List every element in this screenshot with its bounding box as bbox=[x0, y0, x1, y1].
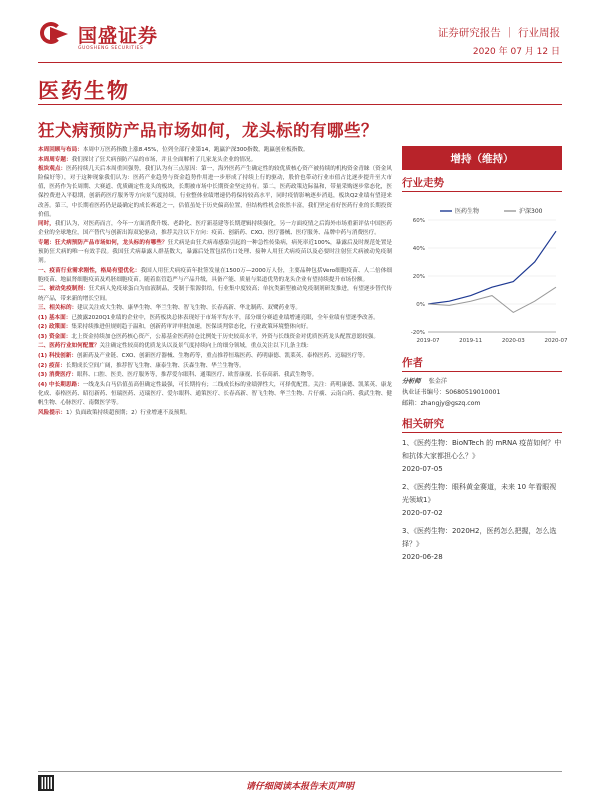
paragraph-lead: (1) 基本面： bbox=[38, 314, 72, 321]
series-line bbox=[428, 231, 556, 304]
paragraph-lead: 本周回顾与布局： bbox=[38, 147, 83, 153]
paragraph-text: 长期成长空间广阔，推荐智飞生物、康泰生物、沃森生物、华兰生物等。 bbox=[65, 362, 245, 369]
cert-number: S0680519010001 bbox=[445, 389, 501, 396]
body-paragraph bbox=[38, 165, 392, 220]
paragraph-lead: 同时， bbox=[38, 221, 55, 228]
paragraph-text: 建议关注成大生物、康华生物、华兰生物、智飞生物、长春高新、华北制药、双鹭药业等。 bbox=[77, 305, 301, 312]
body-paragraph bbox=[38, 409, 392, 418]
cert-row bbox=[402, 387, 562, 398]
related-item-title: 1、《医药生物：BioNTech 的 mRNA 疫苗如何？中和抗体大家都担心么？》 bbox=[402, 439, 562, 460]
paragraph-text: 狂犬病是由狂犬病毒感染引起的一种急性传染病，病死率近100%，暴露后及时规范处置是预防狂犬病的唯一有效手段。我国狂犬病暴露人群基数大，暴露后处置包括伤口处理、接种人用狂犬病疫苗以及必要时注射狂犬病被动免疫制剂。 bbox=[38, 239, 392, 265]
body-paragraph bbox=[38, 371, 392, 380]
related-item-date: 2020-07-02 bbox=[402, 509, 443, 517]
body-paragraph bbox=[38, 239, 392, 266]
body-paragraph bbox=[38, 323, 392, 332]
body-paragraph bbox=[38, 362, 392, 371]
x-tick-label: 2019-11 bbox=[459, 338, 483, 344]
series-line bbox=[428, 287, 556, 312]
body-paragraph bbox=[38, 285, 392, 303]
report-body bbox=[38, 146, 392, 758]
paragraph-lead: 风险提示： bbox=[38, 409, 66, 416]
paragraph-lead: (1) 科技创新： bbox=[38, 353, 77, 360]
analyst-label: 分析师 bbox=[402, 378, 421, 385]
paragraph-text: 我们探讨了狂犬病预防产品的市场，并且全面解析了几家龙头企业的情况。 bbox=[71, 156, 257, 163]
paragraph-text: 集采持续推进但规则趋于温和，创新药审评审批加速，医保谈判常态化，行业政策环境整体向好。 bbox=[71, 324, 312, 331]
trend-chart-svg bbox=[402, 200, 568, 350]
paragraph-text: 眼科、口腔、医美、医疗服务等，推荐爱尔眼科、通策医疗、欧普康视、长春高新、我武生物等。 bbox=[76, 372, 318, 379]
paragraph-text: 医药持续几天后本周重回强势，我们认为有三点原因：第一，海外医药产生确定性的较优质核心资产被持续的机构资金青睐（资金风险偏好等），对于这种现象我们认为：医药产业趋势与资金趋势作用进一步形成了持续上行的驱动，股价也带动行业市值占比逐步提升至大市值，医药作为长周期、大赛道、优质确定性龙头的板块，长期被市场中长期资金坚定持有。第二，医药政策边际温和，带量采购逐步常态化，医保控费进入平稳期，创新药医疗服务等方向景气度持续，行业整体业绩增速仍将保持较高水平，同时疫情影响逐步消退，板块Q2业绩有望迎来改善。第三，中长期看医药仍是最确定的成长赛道之一，估值虽处于历史偏高位置，但结构性机会依然丰富，我们坚定看好医药行业的长期投资价值。 bbox=[38, 166, 392, 218]
related-item-title: 2、《医药生物：眼科黄金赛道，未来 10 年看眼视光领域1》 bbox=[402, 483, 557, 504]
legend-label: 沪深300 bbox=[519, 208, 543, 215]
y-tick-label: -20% bbox=[410, 330, 425, 336]
body-paragraph bbox=[38, 304, 392, 313]
paragraph-text: 我们认为，对医药而言，今年一方面消费升级、老龄化、医疗新基建等长期逻辑持续强化，另一方面疫情之后海外市场重新评估中国医药企业的全球地位，国产替代与创新出海双轮驱动，推荐关注以下方向：疫苗、创新药、CXO、医疗器械、医疗服务、品牌中药与消费医疗。 bbox=[38, 221, 392, 237]
y-tick-label: 20% bbox=[412, 274, 425, 280]
related-item-date: 2020-07-05 bbox=[402, 465, 443, 473]
sector-divider bbox=[38, 104, 562, 105]
paragraph-text: 关注确定性较高的优质龙头以及景气度持续向上的细分领域，重点关注以下几条主线： bbox=[99, 343, 313, 350]
report-headline: 狂犬病预防产品市场如何，龙头标的有哪些？ bbox=[38, 121, 378, 140]
legend-label: 医药生物 bbox=[455, 208, 480, 215]
trend-section-title: 行业走势 bbox=[402, 172, 562, 192]
y-tick-label: 0% bbox=[416, 302, 425, 308]
footer-disclaimer: 请仔细阅读本报告末页声明 bbox=[245, 782, 354, 792]
rating-badge: 增持（维持） bbox=[402, 146, 562, 170]
paragraph-text: 已披露2020Q1业绩的企业中，医药板块总体表现好于市场平均水平，部分细分赛道业绩增速亮眼，全年业绩有望逐季改善。 bbox=[71, 314, 379, 321]
paragraph-lead: (3) 消费医疗： bbox=[38, 372, 77, 379]
paragraph-text: 一线龙头白马估值虽高但确定性最强，可长期持有；二线成长标的业绩弹性大，可择优配置。关注：药明康德、凯莱英、康龙化成、泰格医药、昭衍新药、恒瑞医药、迈瑞医疗、爱尔眼科、通策医疗、长春高新、智飞生物、华兰生物、片仔癀、云南白药、我武生物、健帆生物、心脉医疗、南微医学等。 bbox=[38, 381, 392, 407]
sector-title: 医药生物 bbox=[38, 78, 130, 103]
brand-logo-icon bbox=[38, 20, 74, 48]
brand-logo bbox=[38, 20, 158, 48]
x-tick-label: 2019-07 bbox=[416, 338, 440, 344]
paragraph-text: 狂犬病人免疫球蛋白为血液制品，受制于浆源供给，行业集中度较高；单抗类新型被动免疫制剂研发推进，有望逐步替代传统产品，带来新的增长空间。 bbox=[38, 286, 392, 302]
sidebar bbox=[402, 146, 568, 569]
paragraph-lead: 本周周专题： bbox=[38, 156, 72, 163]
y-tick-label: 60% bbox=[412, 218, 425, 224]
body-paragraph bbox=[38, 342, 392, 351]
email-row bbox=[402, 398, 562, 409]
paragraph-lead: 板块观点： bbox=[38, 166, 67, 173]
footer-divider bbox=[38, 771, 562, 772]
body-paragraph bbox=[38, 267, 392, 285]
cert-label: 执业证书编号： bbox=[402, 389, 446, 396]
x-tick-label: 2020-03 bbox=[501, 338, 525, 344]
related-list bbox=[402, 437, 562, 564]
brand-name-en: GUOSHENG SECURITIES bbox=[78, 46, 144, 51]
body-paragraph bbox=[38, 314, 392, 323]
related-section-title: 相关研究 bbox=[402, 413, 562, 433]
y-tick-label: 40% bbox=[412, 246, 425, 252]
paragraph-text: 1）负面政策持续超预期；2）行业增速不及预期。 bbox=[65, 409, 191, 416]
paragraph-text: 北上资金持续加仓医药核心资产，公募基金医药持仓比例处于历史较高水平，外资与长线资金对优质医药龙头配置意愿较强。 bbox=[71, 333, 379, 340]
email-link[interactable]: zhangjy@gszq.com bbox=[420, 400, 481, 407]
paragraph-lead: 一、疫苗行业需求刚性，格局有望优化： bbox=[38, 267, 141, 274]
analyst-row bbox=[402, 376, 562, 387]
paragraph-lead: 三、相关标的： bbox=[38, 305, 78, 312]
body-paragraph bbox=[38, 146, 392, 155]
paragraph-text: 本周中万医药指数上涨8.45%，位列全部行业第14，跑赢沪深300指数，跑赢创业板指数。 bbox=[82, 147, 309, 153]
related-item[interactable] bbox=[402, 481, 562, 520]
paragraph-lead: (2) 疫苗： bbox=[38, 362, 66, 369]
analyst-name: 张金洋 bbox=[428, 378, 448, 385]
paragraph-lead: 二、被动免疫制剂： bbox=[38, 286, 89, 293]
body-paragraph bbox=[38, 333, 392, 342]
paragraph-lead: (4) 中长期思路： bbox=[38, 381, 83, 388]
related-item[interactable] bbox=[402, 525, 562, 564]
related-item-date: 2020-06-28 bbox=[402, 553, 443, 561]
paragraph-text: 创新药及产业链、CXO、创新医疗器械、生物药等，重点推荐恒瑞医药、药明康德、凯莱英、泰格医药、迈瑞医疗等。 bbox=[76, 353, 369, 360]
paragraph-lead: (3) 资金面： bbox=[38, 333, 72, 340]
paragraph-lead: 二、医药行业如何配置？ bbox=[38, 343, 100, 350]
report-header bbox=[0, 0, 600, 62]
brand-name: 国盛证券 bbox=[78, 24, 159, 47]
body-paragraph bbox=[38, 156, 392, 165]
paragraph-lead: 专题：狂犬病预防产品市场如何，龙头标的有哪些？ bbox=[38, 239, 168, 246]
related-item-title: 3、《医药生物：2020H2，医药怎么把握，怎么选择？》 bbox=[402, 527, 557, 548]
body-paragraph bbox=[38, 381, 392, 408]
page-footer bbox=[0, 768, 600, 800]
body-paragraph bbox=[38, 352, 392, 361]
x-tick-label: 2020-07 bbox=[544, 338, 568, 344]
paragraph-lead: (2) 政策面： bbox=[38, 324, 72, 331]
report-date: 2020 年 07 月 12 日 bbox=[472, 47, 560, 57]
paragraph-text: 我国人用狂犬病疫苗年批签发量在1500万—2000万人份，主要品种包括Vero细胞疫苗、人二倍体细胞疫苗、地鼠肾细胞疫苗及鸡胚细胞疫苗。随着监管趋严与产品升级，具备产能、质量与渠道优势的龙头企业有望持续提升市场份额。 bbox=[38, 267, 392, 283]
author-section-title: 作者 bbox=[402, 352, 562, 372]
related-item[interactable] bbox=[402, 437, 562, 476]
body-paragraph bbox=[38, 220, 392, 238]
trend-chart bbox=[402, 200, 568, 350]
email-label: 邮箱： bbox=[402, 400, 421, 407]
report-type: 证券研究报告 ｜ 行业周报 bbox=[437, 27, 560, 39]
header-divider bbox=[38, 62, 562, 63]
